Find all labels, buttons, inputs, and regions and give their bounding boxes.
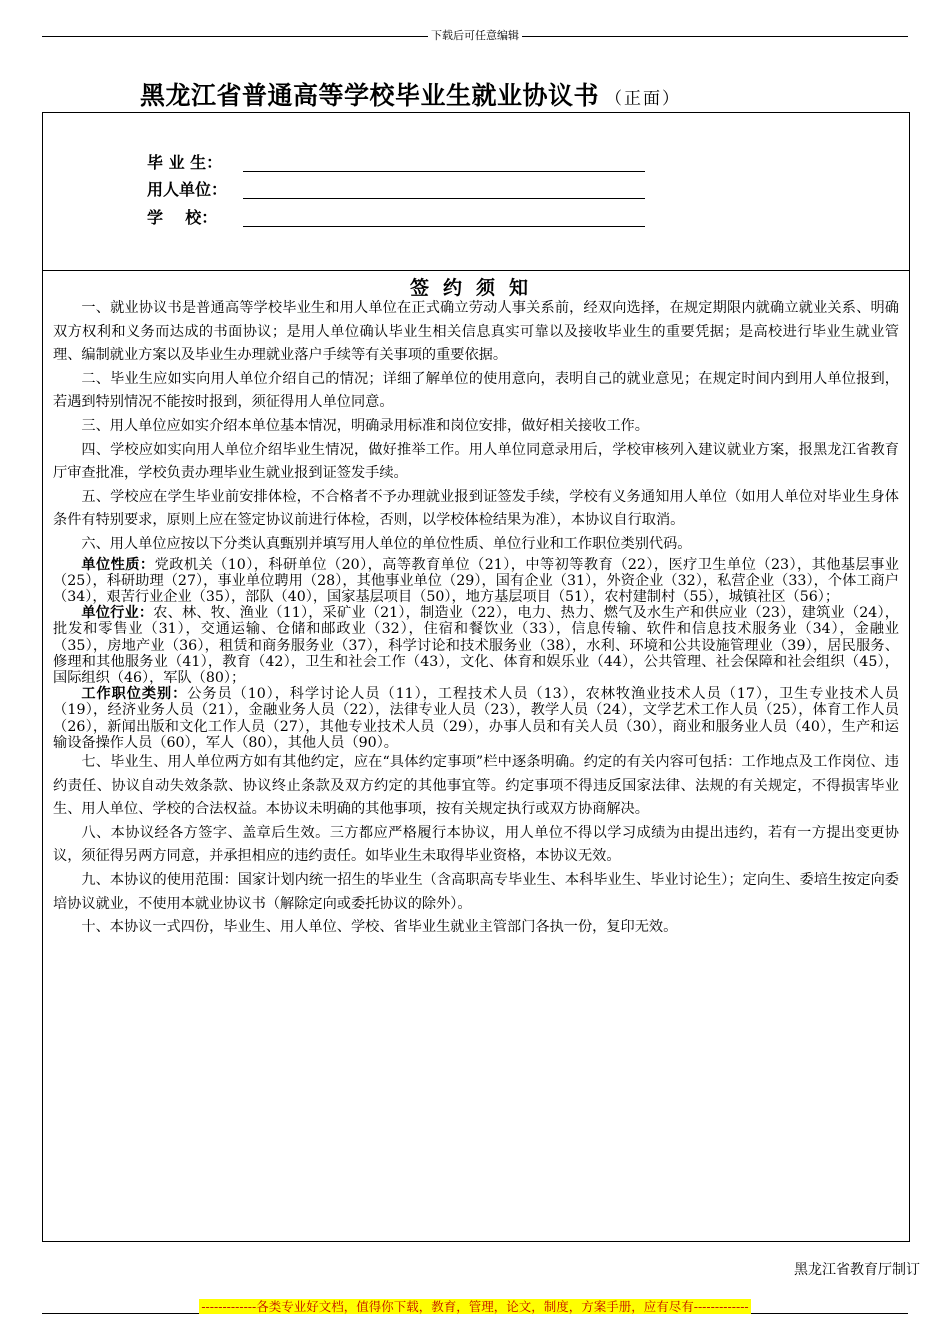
school-label: 学 校： bbox=[147, 208, 218, 227]
category-text: 农、林、牧、渔业（11），采矿业（21），制造业（22），电力、热力、燃气及水生产和供应业（23），建筑业（24），批发和零售业（31），交通运输、仓储和邮政业（32），住宿和餐饮业（33），信息传输、软件和信息技术服务业（34），金融业（35），房地产业（36），租赁和商务服务业（37），科学讨论和技术服务业（38），水利、环境和公共设施管理业（39），居民服务、修理和其他服务业（41），教育（42），卫生和社会工作（43），文化、体育和娱乐业（44），公共管理、社会保障和社会组织（45），国际组织（46），军队（80）； bbox=[53, 605, 899, 686]
header-note: 下载后可任意编辑 bbox=[0, 29, 950, 43]
issuing-authority: 黑龙江省教育厅制订 bbox=[794, 1262, 920, 1278]
clause-4: 四、学校应如实向用人单位介绍毕业生情况，做好推举工作。用人单位同意录用后，学校审核列入建议就业方案，报黑龙江省教育厅审查批准，学校负责办理毕业生就业报到证签发手续。 bbox=[53, 441, 899, 482]
clause-3: 三、用人单位应如实介绍本单位基本情况，明确录用标准和岗位安排，做好相关接收工作。 bbox=[81, 417, 649, 434]
notice-body bbox=[53, 297, 899, 940]
footer-ad bbox=[0, 1296, 950, 1315]
category-text: 党政机关（10），科研单位（20），高等教育单位（21），中等初等教育（22），医疗卫生单位（23），其他基层事业（25），科研助理（27），事业单位聘用（28），其他事业单位（29），国有企业（31），外资企业（32），私营企业（33），个体工商户（34），艰苦行业企业（35），部队（40），国家基层项目（50），地方基层项目（51），农村建制村（55），城镇社区（56）； bbox=[53, 556, 899, 605]
category-label: 单位性质： bbox=[81, 556, 155, 573]
footer-ad-text: -------------各类专业好文档，值得你下载，教育，管理，论文，制度，方案手册，应有尽有------------- bbox=[201, 1299, 749, 1314]
clause-6: 六、用人单位应按以下分类认真甄别并填写用人单位的单位性质、单位行业和工作职位类别代码。 bbox=[81, 535, 692, 552]
clause-10: 十、本协议一式四份，毕业生、用人单位、学校、省毕业生就业主管部门各执一份，复印无效。 bbox=[81, 919, 678, 936]
title-sub: （正面） bbox=[605, 89, 682, 109]
graduate-label: 毕 业 生： bbox=[147, 153, 223, 172]
graduate-input-line[interactable] bbox=[243, 171, 645, 172]
section-divider bbox=[43, 270, 909, 271]
category-text: 公务员（10），科学讨论人员（11），工程技术人员（13），农林牧渔业技术人员（17），卫生专业技术人员（19），经济业务人员（21），金融业务人员（22），法律专业人员（23），教学人员（24），文学艺术工作人员（25），体育工作人员（26），新闻出版和文化工作人员（27），其他专业技术人员（29），办事人员和有关人员（30），商业和服务业人员（40），生产和运输设备操作人员（60），军人（80），其他人员（90）。 bbox=[53, 686, 899, 751]
clause-1: 一、就业协议书是普通高等学校毕业生和用人单位在正式确立劳动人事关系前，经双向选择，在规定期限内就确立就业关系、明确双方权利和义务而达成的书面协议；是用人单位确认毕业生相关信息真实可靠以及接收毕业生的重要凭据；是高校进行毕业生就业管理、编制就业方案以及毕业生办理就业落户手续等有关事项的重要依据。 bbox=[53, 300, 899, 364]
category-job-type bbox=[53, 686, 899, 751]
title-main: 黑龙江省普通高等学校毕业生就业协议书 bbox=[140, 81, 600, 110]
employer-input-line[interactable] bbox=[243, 198, 645, 199]
clause-7: 七、毕业生、用人单位两方如有其他约定，应在“具体约定事项”栏中逐条明确。约定的有关内容可包括：工作地点及工作岗位、违约责任、协议自动失效条款、协议终止条款及双方约定的其他事宜等。约定事项不得违反国家法律、法规的有关规定，不得损害毕业生、用人单位、学校的合法权益。本协议未明确的其他事项，按有关规定执行或双方协商解决。 bbox=[53, 753, 899, 818]
notice-title: 签约须知 bbox=[409, 277, 542, 299]
school-input-line[interactable] bbox=[243, 226, 645, 227]
category-label: 工作职位类别： bbox=[81, 686, 188, 703]
employer-label: 用人单位： bbox=[147, 180, 228, 199]
category-unit-industry bbox=[53, 605, 899, 686]
clause-9: 九、本协议的使用范围：国家计划内统一招生的毕业生（含高职高专毕业生、本科毕业生、毕业讨论生）；定向生、委培生按定向委培协议就业，不使用本就业协议书（解除定向或委托协议的除外）。 bbox=[53, 871, 899, 912]
clause-8: 八、本协议经各方签字、盖章后生效。三方都应严格履行本协议，用人单位不得以学习成绩为由提出违约，若有一方提出变更协议，须征得另两方同意，并承担相应的违约责任。如毕业生未取得毕业资格，本协议无效。 bbox=[53, 824, 899, 865]
category-label: 单位行业： bbox=[81, 605, 154, 622]
clause-5: 五、学校应在学生毕业前安排体检，不合格者不予办理就业报到证签发手续，学校有义务通知用人单位（如用人单位对毕业生身体条件有特别要求，原则上应在签定协议前进行体检，否则，以学校体检结果为准），本协议自行取消。 bbox=[53, 488, 899, 529]
document-title bbox=[140, 76, 681, 112]
clause-2: 二、毕业生应如实向用人单位介绍自己的情况；详细了解单位的使用意向，表明自己的就业意见；在规定时间内到用人单位报到，若遇到特别情况不能按时报到，须征得用人单位同意。 bbox=[53, 370, 899, 411]
category-unit-nature bbox=[53, 557, 899, 606]
agreement-frame bbox=[42, 112, 910, 1242]
